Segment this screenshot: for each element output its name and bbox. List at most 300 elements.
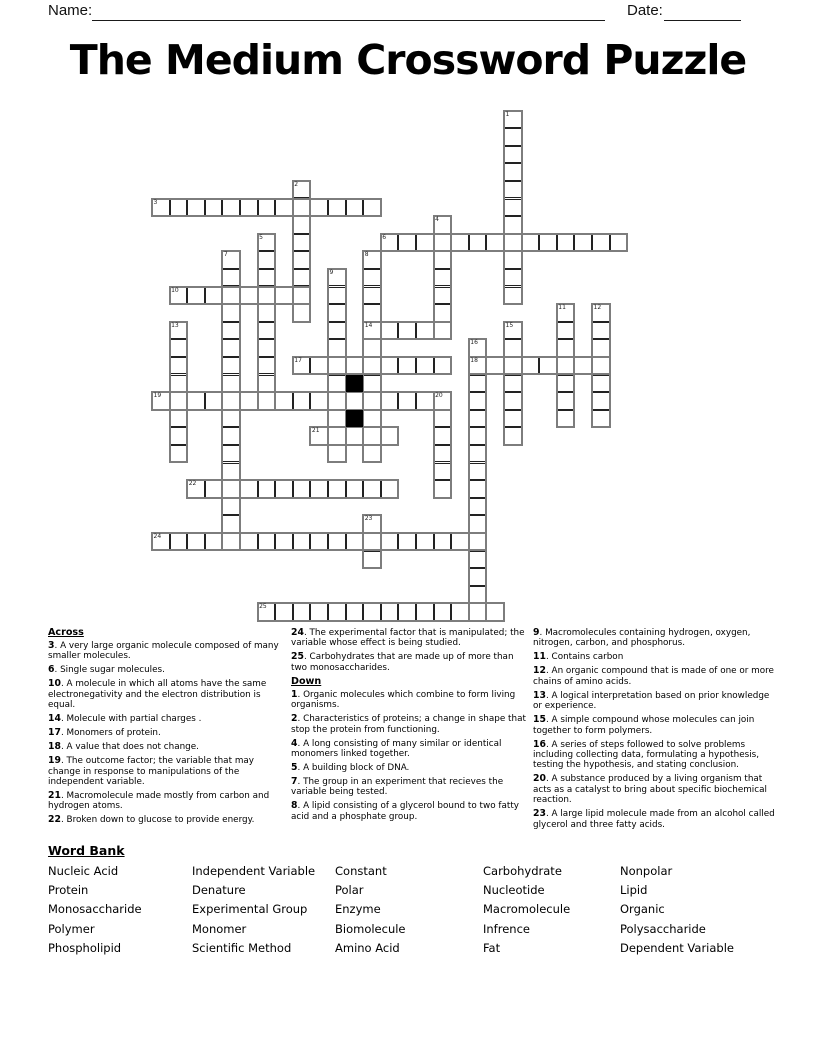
cell-number: 6 xyxy=(382,233,387,241)
grid-cell[interactable] xyxy=(398,392,416,410)
grid-cell[interactable] xyxy=(275,533,293,551)
cell-number: 8 xyxy=(364,251,369,259)
grid-cell[interactable] xyxy=(434,322,452,340)
grid-cell[interactable] xyxy=(222,269,240,287)
grid-cell[interactable] xyxy=(398,603,416,621)
grid-cell[interactable] xyxy=(592,410,610,428)
cell-number: 10 xyxy=(171,286,179,294)
clue-item: 25. Carbohydrates that are made up of more than two monosaccharides. xyxy=(291,651,514,673)
grid-cell[interactable] xyxy=(592,392,610,410)
grid-cell[interactable] xyxy=(451,603,469,621)
clue-item: 23. A large lipid molecule made from an alcohol called glycerol and three fatty acids. xyxy=(533,808,775,830)
clue-number: 16 xyxy=(533,738,546,750)
clue-item: 12. An organic compound that is made of one or more chains of amino acids. xyxy=(533,665,774,687)
clue-number: 4 xyxy=(291,737,298,749)
grid-cell[interactable] xyxy=(328,339,346,357)
word-bank-item: Polysaccharide xyxy=(620,921,706,936)
grid-cell[interactable] xyxy=(504,287,522,305)
grid-cell[interactable] xyxy=(222,322,240,340)
grid-cell[interactable] xyxy=(363,445,381,463)
cell-number: 13 xyxy=(171,321,179,329)
grid-cell[interactable] xyxy=(222,427,240,445)
grid-cell[interactable] xyxy=(522,357,540,375)
grid-cell[interactable] xyxy=(240,480,258,498)
grid-cell[interactable] xyxy=(258,392,276,410)
grid-cell[interactable] xyxy=(363,480,381,498)
grid-cell[interactable] xyxy=(346,480,364,498)
cell-number: 23 xyxy=(364,515,373,523)
grid-cell[interactable] xyxy=(170,339,188,357)
word-bank-item: Constant xyxy=(335,864,387,878)
date-label: Date: xyxy=(627,2,663,19)
word-bank-item: Amino Acid xyxy=(335,940,400,955)
cell-number: 4 xyxy=(435,216,439,224)
grid-cell[interactable] xyxy=(434,269,452,287)
grid-cell[interactable] xyxy=(557,234,575,252)
grid-cell[interactable] xyxy=(328,287,346,305)
grid-cell[interactable] xyxy=(434,251,452,269)
clue-number: 5 xyxy=(291,761,298,773)
word-bank-item: Monomer xyxy=(192,921,247,936)
grid-cell[interactable] xyxy=(398,234,416,252)
grid-cell[interactable] xyxy=(504,269,522,287)
cell-number: 2 xyxy=(294,180,299,188)
grid-cell[interactable] xyxy=(205,199,223,217)
grid-cell[interactable] xyxy=(504,234,522,252)
black-cell xyxy=(346,375,364,393)
grid-cell[interactable] xyxy=(328,322,346,340)
clue-item: 14. Molecule with partial charges . xyxy=(48,713,202,725)
grid-cell[interactable] xyxy=(170,410,188,428)
grid-cell[interactable] xyxy=(187,199,205,217)
grid-cell[interactable] xyxy=(469,568,487,586)
grid-cell[interactable] xyxy=(381,357,399,375)
grid-cell[interactable] xyxy=(222,392,240,410)
clue-item: 22. Broken down to glucose to provide energy. xyxy=(48,814,255,826)
crossword-grid xyxy=(152,111,628,622)
grid-cell[interactable] xyxy=(205,533,223,551)
grid-cell[interactable] xyxy=(416,357,434,375)
grid-cell[interactable] xyxy=(504,339,522,357)
clue-number: 20 xyxy=(533,773,546,785)
grid-cell[interactable] xyxy=(557,322,575,340)
word-bank-item: Experimental Group xyxy=(192,902,308,917)
grid-cell[interactable] xyxy=(416,603,434,621)
grid-cell[interactable] xyxy=(170,357,188,375)
grid-cell[interactable] xyxy=(398,322,416,340)
grid-cell[interactable] xyxy=(293,392,311,410)
grid-cell[interactable] xyxy=(416,322,434,340)
clue-item: 6. Single sugar molecules. xyxy=(48,664,165,676)
grid-cell[interactable] xyxy=(346,603,364,621)
clue-number: 8 xyxy=(291,800,298,812)
grid-cell[interactable] xyxy=(258,339,276,357)
clue-item: 7. The group in an experiment that recieves the variable being tested. xyxy=(291,775,504,798)
grid-cell[interactable] xyxy=(398,357,416,375)
clue-item: 11. Contains carbon xyxy=(533,651,624,663)
clue-item: 10. A molecule in which all atoms have the same electronegativity and the electron distribution is equal. xyxy=(48,678,267,711)
word-bank-item: Monosaccharide xyxy=(48,902,142,917)
grid-cell[interactable] xyxy=(504,357,522,375)
grid-cell[interactable] xyxy=(240,199,258,217)
word-bank-item: Biomolecule xyxy=(335,921,406,936)
grid-cell[interactable] xyxy=(328,199,346,217)
clue-number: 22 xyxy=(48,814,61,826)
grid-cell[interactable] xyxy=(222,480,240,498)
grid-cell[interactable] xyxy=(328,427,346,445)
word-bank-item: Infrence xyxy=(483,921,530,936)
grid-cell[interactable] xyxy=(504,375,522,393)
grid-cell[interactable] xyxy=(293,234,311,252)
word-bank-item: Denature xyxy=(192,883,246,898)
grid-cell[interactable] xyxy=(275,480,293,498)
grid-cell[interactable] xyxy=(187,287,205,305)
grid-cell[interactable] xyxy=(328,410,346,428)
grid-cell[interactable] xyxy=(451,533,469,551)
grid-cell[interactable] xyxy=(434,445,452,463)
grid-cell[interactable] xyxy=(187,392,205,410)
grid-cell[interactable] xyxy=(469,410,487,428)
grid-cell[interactable] xyxy=(434,234,452,252)
grid-cell[interactable] xyxy=(504,427,522,445)
clue-item: 21. Macromolecule made mostly from carbon and hydrogen atoms. xyxy=(48,789,270,812)
word-bank-item: Phospholipid xyxy=(48,940,122,955)
grid-cell[interactable] xyxy=(469,551,487,569)
grid-cell[interactable] xyxy=(592,322,610,340)
grid-cell[interactable] xyxy=(504,163,522,181)
clue-item: 16. A series of steps followed to solve problems including collecting data, formulating a hypothesis, testing the hypothesis, and stating conclusion. xyxy=(533,738,760,771)
grid-cell[interactable] xyxy=(240,533,258,551)
word-bank-item: Scientific Method xyxy=(192,940,292,955)
grid-cell[interactable] xyxy=(434,533,452,551)
word-bank-item: Nucleic Acid xyxy=(48,864,119,878)
grid-cell[interactable] xyxy=(451,234,469,252)
grid-cell[interactable] xyxy=(187,533,205,551)
grid-cell[interactable] xyxy=(363,533,381,551)
grid-cell[interactable] xyxy=(592,357,610,375)
clue-item: 8. A lipid consisting of a glycerol bound to two fatty acid and a phosphate group. xyxy=(291,800,519,822)
grid-cell[interactable] xyxy=(346,427,364,445)
grid-cell[interactable] xyxy=(275,287,293,305)
grid-cell[interactable] xyxy=(504,128,522,146)
clue-number: 15 xyxy=(533,714,546,726)
clue-number: 17 xyxy=(48,727,61,739)
grid-cell[interactable] xyxy=(222,515,240,533)
cell-number: 16 xyxy=(470,339,478,347)
clue-number: 9 xyxy=(533,627,540,638)
grid-cell[interactable] xyxy=(222,357,240,375)
word-bank-item: Independent Variable xyxy=(192,864,316,878)
grid-cell[interactable] xyxy=(504,410,522,428)
name-label: Name: xyxy=(48,2,93,19)
grid-cell[interactable] xyxy=(504,181,522,199)
grid-cell[interactable] xyxy=(275,199,293,217)
clue-item: 17. Monomers of protein. xyxy=(48,727,161,739)
word-bank-column xyxy=(483,862,570,958)
grid-cell[interactable] xyxy=(293,533,311,551)
word-bank-item: Polar xyxy=(335,883,364,898)
grid-cell[interactable] xyxy=(310,603,328,621)
grid-cell[interactable] xyxy=(222,533,240,551)
grid-cell[interactable] xyxy=(346,392,364,410)
grid-cell[interactable] xyxy=(258,480,276,498)
grid-cell[interactable] xyxy=(222,375,240,393)
grid-cell[interactable] xyxy=(381,533,399,551)
grid-cell[interactable] xyxy=(504,146,522,164)
grid-cell[interactable] xyxy=(328,480,346,498)
grid-cell[interactable] xyxy=(293,251,311,269)
grid-cell[interactable] xyxy=(469,603,487,621)
grid-cell[interactable] xyxy=(293,603,311,621)
grid-cell[interactable] xyxy=(310,392,328,410)
cell-number: 25 xyxy=(259,603,267,611)
clue-number: 23 xyxy=(533,808,546,820)
clue-number: 18 xyxy=(48,741,61,753)
grid-cell[interactable] xyxy=(293,269,311,287)
word-bank-item: Organic xyxy=(620,902,665,917)
grid-cell[interactable] xyxy=(346,357,364,375)
grid-cell[interactable] xyxy=(363,357,381,375)
clue-item: 2. Characteristics of proteins; a change in shape that stop the protein from functioning. xyxy=(291,713,526,735)
clue-item: 3. A very large organic molecule composed of many smaller molecules. xyxy=(48,639,279,662)
grid-cell[interactable] xyxy=(258,269,276,287)
grid-cell[interactable] xyxy=(363,603,381,621)
word-bank-item: Dependent Variable xyxy=(620,940,734,955)
cell-number: 21 xyxy=(311,427,320,435)
grid-cell[interactable] xyxy=(486,357,504,375)
clue-number: 19 xyxy=(48,755,61,767)
cell-number: 9 xyxy=(329,268,334,276)
grid-cell[interactable] xyxy=(574,357,592,375)
grid-cell[interactable] xyxy=(469,515,487,533)
grid-cell[interactable] xyxy=(293,480,311,498)
grid-cell[interactable] xyxy=(434,463,452,481)
grid-cell[interactable] xyxy=(293,216,311,234)
grid-cell[interactable] xyxy=(557,392,575,410)
grid-cell[interactable] xyxy=(170,392,188,410)
clue-column-3 xyxy=(533,628,781,834)
grid-cell[interactable] xyxy=(557,410,575,428)
grid-cell[interactable] xyxy=(434,304,452,322)
grid-cell[interactable] xyxy=(328,357,346,375)
cell-number: 19 xyxy=(153,392,162,400)
grid-cell[interactable] xyxy=(170,533,188,551)
cell-number: 20 xyxy=(435,392,443,400)
grid-cell[interactable] xyxy=(469,533,487,551)
clue-number: 14 xyxy=(48,713,61,725)
clue-column-1 xyxy=(48,628,284,829)
grid-cell[interactable] xyxy=(469,392,487,410)
grid-cell[interactable] xyxy=(205,480,223,498)
grid-cell[interactable] xyxy=(469,445,487,463)
grid-cell[interactable] xyxy=(293,304,311,322)
grid-cell[interactable] xyxy=(346,533,364,551)
word-bank-item: Protein xyxy=(48,883,89,898)
grid-cell[interactable] xyxy=(469,586,487,604)
grid-cell[interactable] xyxy=(328,533,346,551)
grid-cell[interactable] xyxy=(363,304,381,322)
name-fill-line[interactable] xyxy=(92,2,605,21)
grid-cell[interactable] xyxy=(398,533,416,551)
grid-cell[interactable] xyxy=(363,392,381,410)
grid-cell[interactable] xyxy=(381,392,399,410)
clue-number: 1 xyxy=(291,688,298,700)
grid-cell[interactable] xyxy=(504,199,522,217)
grid-cell[interactable] xyxy=(539,357,557,375)
grid-cell[interactable] xyxy=(592,234,610,252)
grid-cell[interactable] xyxy=(293,199,311,217)
grid-cell[interactable] xyxy=(434,287,452,305)
cell-number: 17 xyxy=(294,356,302,364)
grid-cell[interactable] xyxy=(328,375,346,393)
grid-cell[interactable] xyxy=(469,498,487,516)
black-cell xyxy=(346,410,364,428)
word-bank-item: Carbohydrate xyxy=(483,864,562,878)
grid-cell[interactable] xyxy=(258,199,276,217)
grid-cell[interactable] xyxy=(222,463,240,481)
grid-cell[interactable] xyxy=(363,375,381,393)
grid-cell[interactable] xyxy=(434,603,452,621)
grid-cell[interactable] xyxy=(469,375,487,393)
grid-cell[interactable] xyxy=(574,234,592,252)
grid-cell[interactable] xyxy=(504,216,522,234)
grid-cell[interactable] xyxy=(258,375,276,393)
clue-item: 18. A value that does not change. xyxy=(48,741,199,753)
grid-cell[interactable] xyxy=(170,199,188,217)
grid-cell[interactable] xyxy=(557,339,575,357)
grid-cell[interactable] xyxy=(381,322,399,340)
grid-cell[interactable] xyxy=(539,234,557,252)
grid-cell[interactable] xyxy=(363,410,381,428)
clue-item: 5. A building block of DNA. xyxy=(291,761,410,773)
grid-cell[interactable] xyxy=(363,269,381,287)
grid-cell[interactable] xyxy=(381,480,399,498)
grid-cell[interactable] xyxy=(363,551,381,569)
grid-cell[interactable] xyxy=(170,375,188,393)
grid-cell[interactable] xyxy=(258,251,276,269)
grid-cell[interactable] xyxy=(557,357,575,375)
grid-cell[interactable] xyxy=(592,339,610,357)
grid-cell[interactable] xyxy=(592,375,610,393)
word-bank-column xyxy=(48,862,142,958)
grid-cell[interactable] xyxy=(275,603,293,621)
grid-cell[interactable] xyxy=(170,445,188,463)
clue-number: 6 xyxy=(48,664,55,676)
grid-cell[interactable] xyxy=(363,427,381,445)
clue-number: 10 xyxy=(48,678,61,690)
grid-cell[interactable] xyxy=(310,533,328,551)
word-bank-item: Polymer xyxy=(48,921,95,936)
grid-cell[interactable] xyxy=(258,322,276,340)
date-fill-line[interactable] xyxy=(664,2,741,21)
grid-cell[interactable] xyxy=(222,199,240,217)
grid-cell[interactable] xyxy=(222,287,240,305)
grid-cell[interactable] xyxy=(469,427,487,445)
grid-cell[interactable] xyxy=(222,410,240,428)
grid-cell[interactable] xyxy=(346,199,364,217)
clue-item: 1. Organic molecules which combine to form living organisms. xyxy=(291,688,516,711)
grid-cell[interactable] xyxy=(258,304,276,322)
clue-number: 11 xyxy=(533,651,546,663)
word-bank-item: Nonpolar xyxy=(620,864,673,878)
clue-item: 4. A long consisting of many similar or identical monomers linked together. xyxy=(291,737,502,759)
grid-cell[interactable] xyxy=(486,234,504,252)
grid-cell[interactable] xyxy=(310,357,328,375)
cell-number: 18 xyxy=(470,356,478,364)
grid-cell[interactable] xyxy=(240,392,258,410)
clue-column-2 xyxy=(291,628,527,826)
clue-item: 15. A simple compound whose molecules can join together to form polymers. xyxy=(533,714,755,736)
clue-item: 19. The outcome factor; the variable that may change in response to manipulations of the independent variable. xyxy=(48,755,254,787)
grid-cell[interactable] xyxy=(469,234,487,252)
grid-cell[interactable] xyxy=(310,199,328,217)
cell-number: 11 xyxy=(558,304,566,312)
grid-cell[interactable] xyxy=(222,445,240,463)
grid-cell[interactable] xyxy=(293,287,311,305)
grid-cell[interactable] xyxy=(275,392,293,410)
grid-cell[interactable] xyxy=(328,304,346,322)
word-bank-item: Enzyme xyxy=(335,902,381,917)
grid-cell[interactable] xyxy=(504,392,522,410)
grid-cell[interactable] xyxy=(222,339,240,357)
clue-number: 2 xyxy=(291,713,298,725)
grid-cell[interactable] xyxy=(486,603,504,621)
grid-cell[interactable] xyxy=(310,480,328,498)
grid-cell[interactable] xyxy=(381,427,399,445)
grid-cell[interactable] xyxy=(258,287,276,305)
grid-cell[interactable] xyxy=(363,287,381,305)
grid-cell[interactable] xyxy=(522,234,540,252)
word-bank-item: Nucleotide xyxy=(483,883,545,898)
grid-cell[interactable] xyxy=(222,498,240,516)
across-header: Across xyxy=(48,627,84,638)
grid-cell[interactable] xyxy=(240,287,258,305)
grid-cell[interactable] xyxy=(434,357,452,375)
grid-cell[interactable] xyxy=(504,251,522,269)
grid-cell[interactable] xyxy=(363,199,381,217)
grid-cell[interactable] xyxy=(434,480,452,498)
grid-cell[interactable] xyxy=(434,410,452,428)
word-bank-item: Lipid xyxy=(620,883,648,898)
grid-cell[interactable] xyxy=(328,392,346,410)
grid-cell[interactable] xyxy=(258,357,276,375)
grid-cell[interactable] xyxy=(222,304,240,322)
grid-cell[interactable] xyxy=(416,392,434,410)
grid-cell[interactable] xyxy=(416,234,434,252)
grid-cell[interactable] xyxy=(434,427,452,445)
grid-cell[interactable] xyxy=(469,463,487,481)
grid-cell[interactable] xyxy=(469,480,487,498)
grid-cell[interactable] xyxy=(381,603,399,621)
grid-cell[interactable] xyxy=(170,427,188,445)
clue-number: 12 xyxy=(533,665,546,677)
cell-number: 7 xyxy=(223,251,228,259)
cell-number: 14 xyxy=(364,321,373,329)
grid-cell[interactable] xyxy=(258,533,276,551)
grid-cell[interactable] xyxy=(610,234,628,252)
clue-number: 3 xyxy=(48,639,55,651)
grid-cell[interactable] xyxy=(416,533,434,551)
grid-cell[interactable] xyxy=(557,375,575,393)
grid-cell[interactable] xyxy=(328,445,346,463)
cell-number: 24 xyxy=(153,532,162,540)
grid-cell[interactable] xyxy=(363,339,381,357)
word-bank-item: Fat xyxy=(483,940,501,955)
clue-number: 7 xyxy=(291,775,298,787)
grid-cell[interactable] xyxy=(205,392,223,410)
grid-cell[interactable] xyxy=(205,287,223,305)
grid-cell[interactable] xyxy=(328,603,346,621)
